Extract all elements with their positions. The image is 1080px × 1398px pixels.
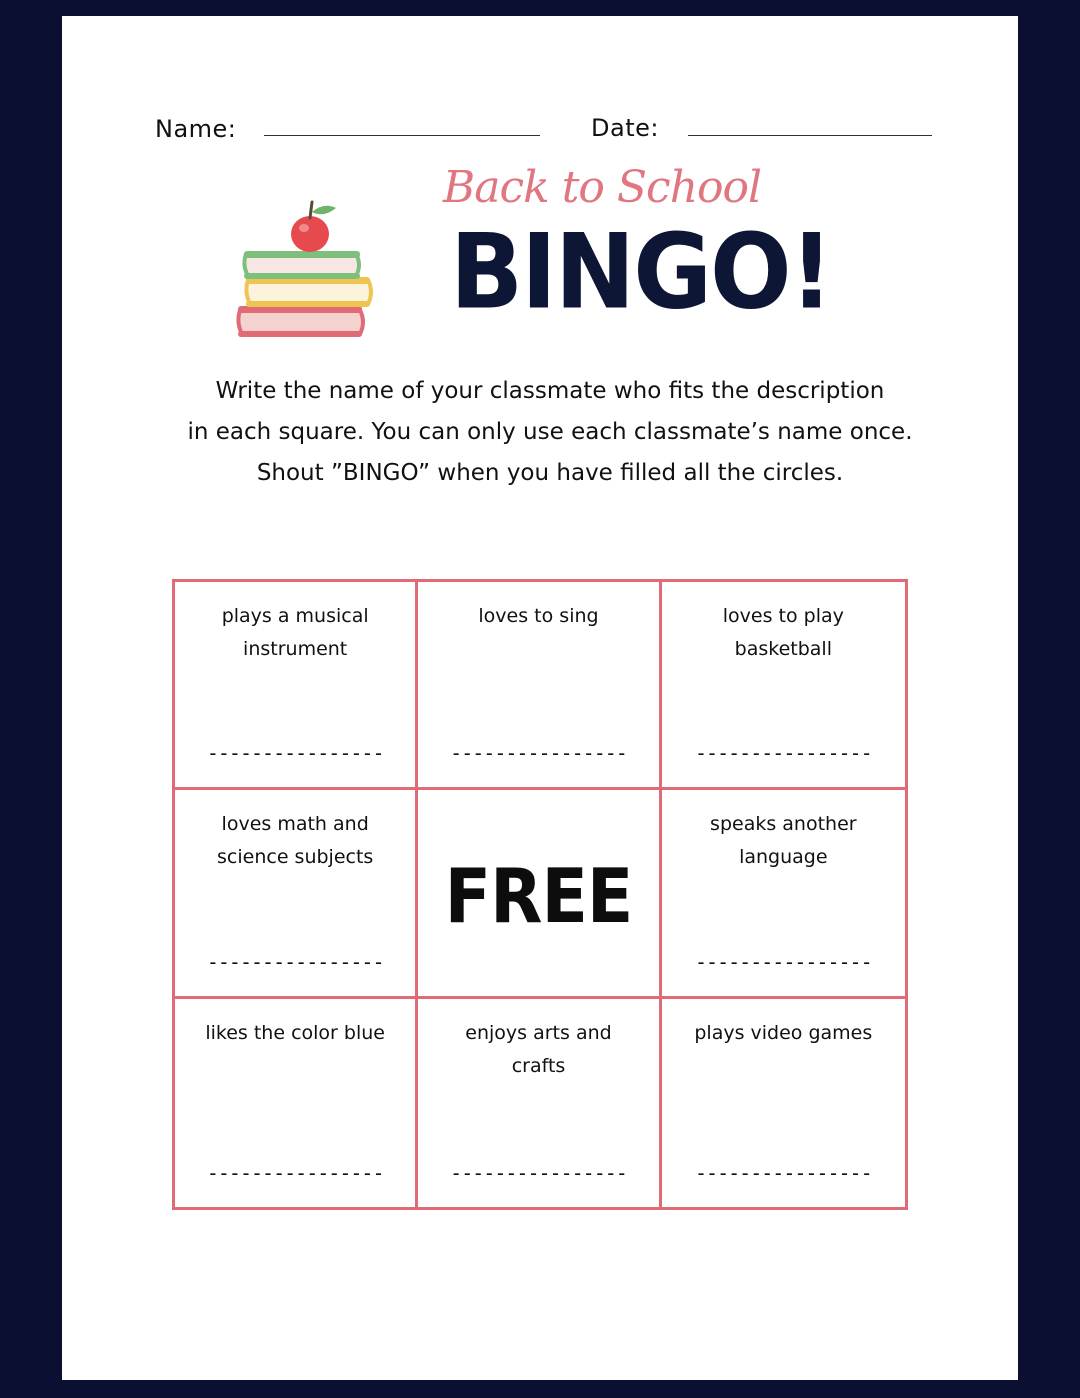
name-blank-line[interactable]: ---------------- <box>206 1160 384 1185</box>
instructions <box>172 371 928 494</box>
bingo-cell-4[interactable] <box>175 790 418 998</box>
cell-description: speaks another language <box>710 813 857 869</box>
books-apple-icon <box>232 198 376 340</box>
date-line <box>688 135 932 136</box>
cell-description: likes the color blue <box>205 1021 385 1044</box>
bingo-cell-3[interactable] <box>662 582 905 790</box>
name-line <box>264 135 540 136</box>
date-label: Date: <box>591 114 659 142</box>
name-blank-line[interactable]: ---------------- <box>694 741 872 766</box>
bingo-cell-8[interactable] <box>418 999 661 1207</box>
bingo-cell-free <box>418 790 661 998</box>
instructions-line-1: Write the name of your classmate who fits the description <box>215 378 885 404</box>
name-blank-line[interactable]: ---------------- <box>694 1160 872 1185</box>
name-blank-line[interactable]: ---------------- <box>450 1160 627 1185</box>
instructions-line-2: in each square. You can only use each classmate’s name once. <box>187 419 913 445</box>
bingo-cell-6[interactable] <box>662 790 905 998</box>
cell-description: loves to play basketball <box>722 605 844 660</box>
name-blank-line[interactable]: ---------------- <box>450 741 627 766</box>
bingo-title: BINGO! <box>450 211 832 333</box>
cell-description: plays video games <box>694 1021 873 1044</box>
name-blank-line[interactable]: ---------------- <box>694 949 872 974</box>
bingo-cell-2[interactable] <box>418 582 661 790</box>
bingo-cell-7[interactable] <box>175 999 418 1207</box>
back-to-school-script-title: Back to School <box>442 162 762 213</box>
instructions-line-3: Shout ”BINGO” when you have filled all the circles. <box>256 460 844 486</box>
bingo-grid <box>172 579 908 1210</box>
cell-description: enjoys arts and crafts <box>465 1021 612 1077</box>
name-blank-line[interactable]: ---------------- <box>206 741 384 766</box>
worksheet-page <box>62 16 1018 1380</box>
bingo-cell-9[interactable] <box>662 999 905 1207</box>
name-blank-line[interactable]: ---------------- <box>206 949 384 974</box>
free-space-label: FREE <box>444 854 633 942</box>
cell-description: loves to sing <box>478 605 599 627</box>
name-label: Name: <box>155 115 237 143</box>
cell-description: loves math and science subjects <box>217 813 374 869</box>
cell-description: plays a musical instrument <box>221 605 369 660</box>
bingo-cell-1[interactable] <box>175 582 418 790</box>
